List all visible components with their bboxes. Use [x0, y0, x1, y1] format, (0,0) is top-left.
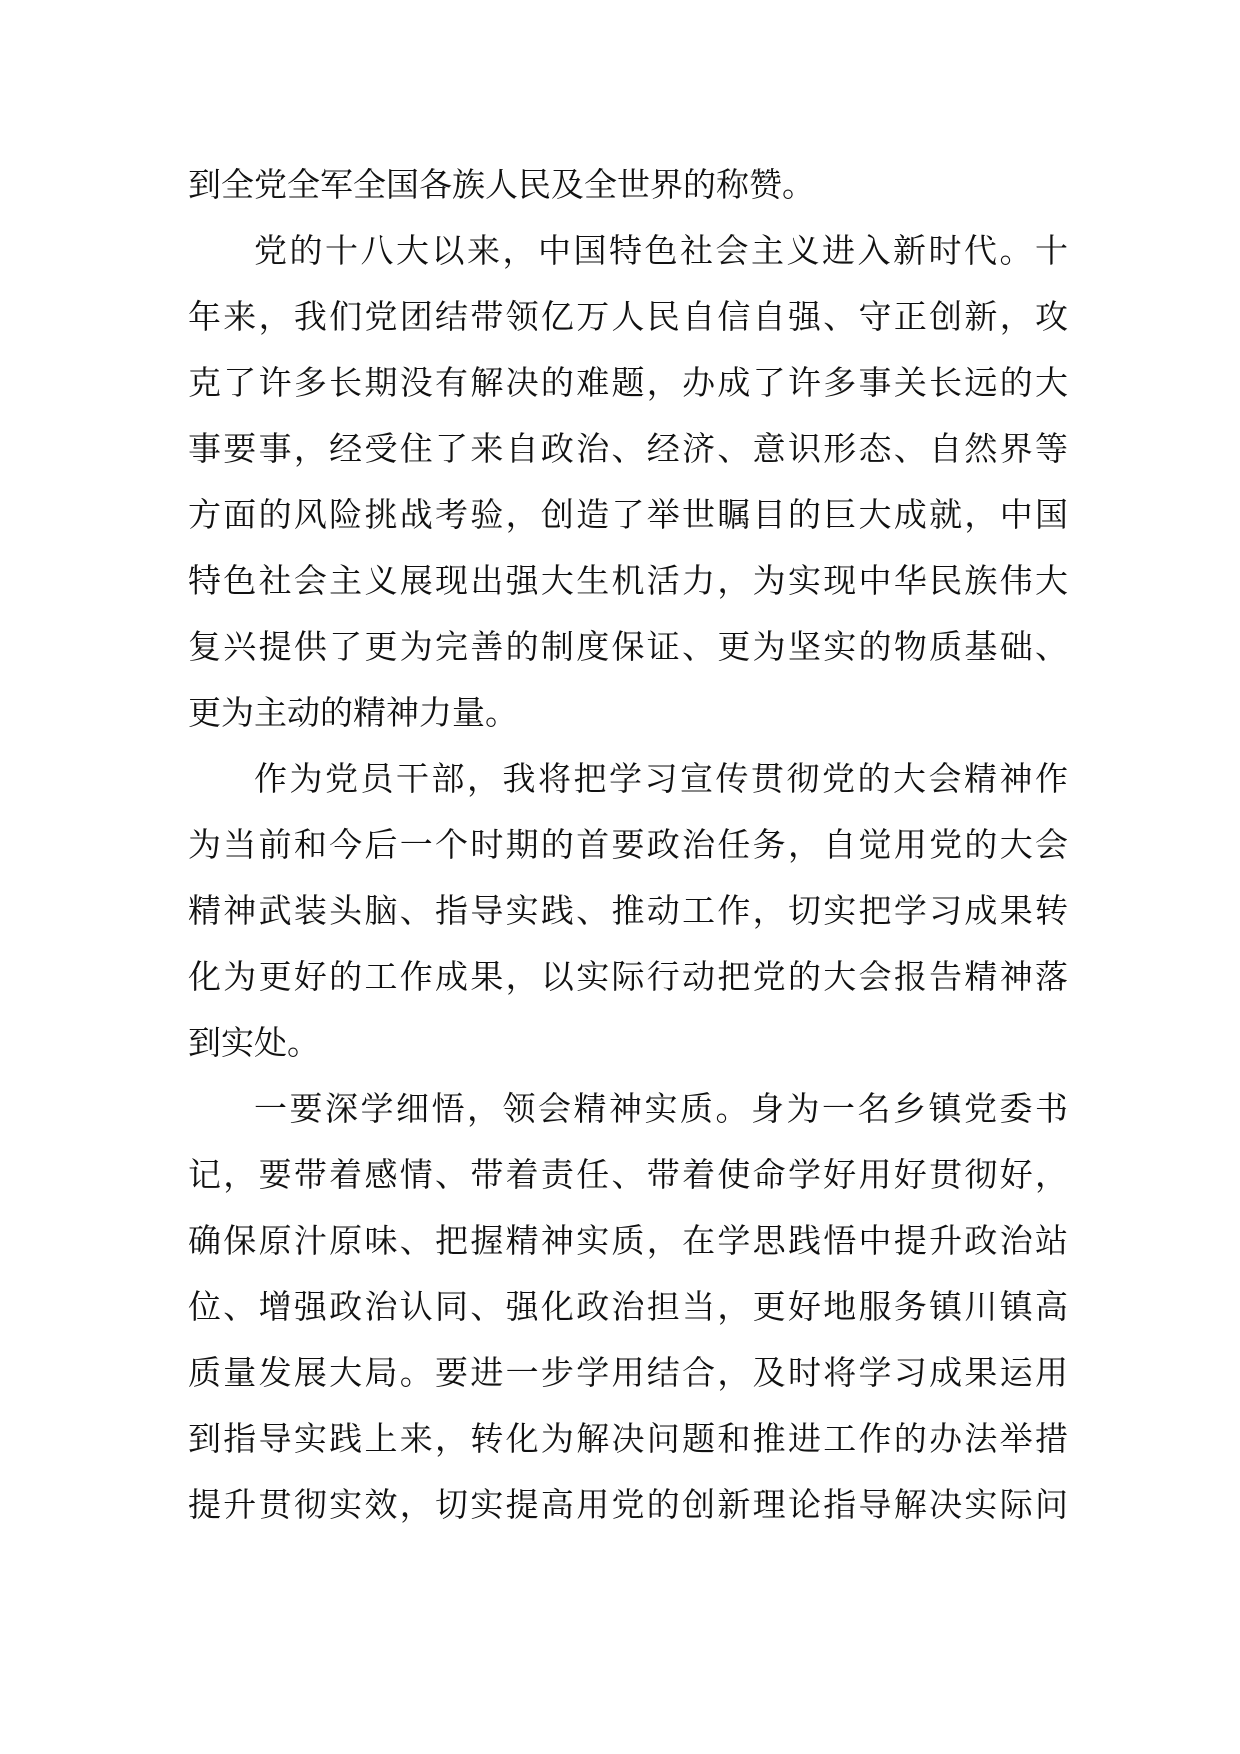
text-line: 克了许多长期没有解决的难题，办成了许多事关长远的大: [188, 363, 1068, 402]
text-line: 提升贯彻实效，切实提高用党的创新理论指导解决实际问: [188, 1485, 1068, 1524]
paragraph-end-line: 更为主动的精神力量。: [188, 693, 518, 732]
paragraph-start-line: 党的十八大以来，中国特色社会主义进入新时代。十: [254, 231, 1068, 270]
text-line: 精神武装头脑、指导实践、推动工作，切实把学习成果转: [188, 891, 1068, 930]
text-line: 位、增强政治认同、强化政治担当，更好地服务镇川镇高: [188, 1287, 1068, 1326]
paragraph-start-line: 一要深学细悟，领会精神实质。身为一名乡镇党委书: [254, 1089, 1068, 1128]
text-line: 化为更好的工作成果，以实际行动把党的大会报告精神落: [188, 957, 1068, 996]
text-line: 复兴提供了更为完善的制度保证、更为坚实的物质基础、: [188, 627, 1068, 666]
text-line: 确保原汁原味、把握精神实质，在学思践悟中提升政治站: [188, 1221, 1068, 1260]
text-line: 到指导实践上来，转化为解决问题和推进工作的办法举措: [188, 1419, 1068, 1458]
body-text: [188, 152, 1068, 1538]
text-line: 质量发展大局。要进一步学用结合，及时将学习成果运用: [188, 1353, 1068, 1392]
text-line: 为当前和今后一个时期的首要政治任务，自觉用党的大会: [188, 825, 1068, 864]
text-line: 年来，我们党团结带领亿万人民自信自强、守正创新，攻: [188, 297, 1068, 336]
text-line: 事要事，经受住了来自政治、经济、意识形态、自然界等: [188, 429, 1068, 468]
text-line: 到全党全军全国各族人民及全世界的称赞。: [188, 165, 815, 204]
text-line: 方面的风险挑战考验，创造了举世瞩目的巨大成就，中国: [188, 495, 1068, 534]
text-line: 特色社会主义展现出强大生机活力，为实现中华民族伟大: [188, 561, 1068, 600]
paragraph-start-line: 作为党员干部，我将把学习宣传贯彻党的大会精神作: [254, 759, 1068, 798]
text-line: 记，要带着感情、带着责任、带着使命学好用好贯彻好，: [188, 1155, 1068, 1194]
paragraph-end-line: 到实处。: [188, 1023, 320, 1062]
